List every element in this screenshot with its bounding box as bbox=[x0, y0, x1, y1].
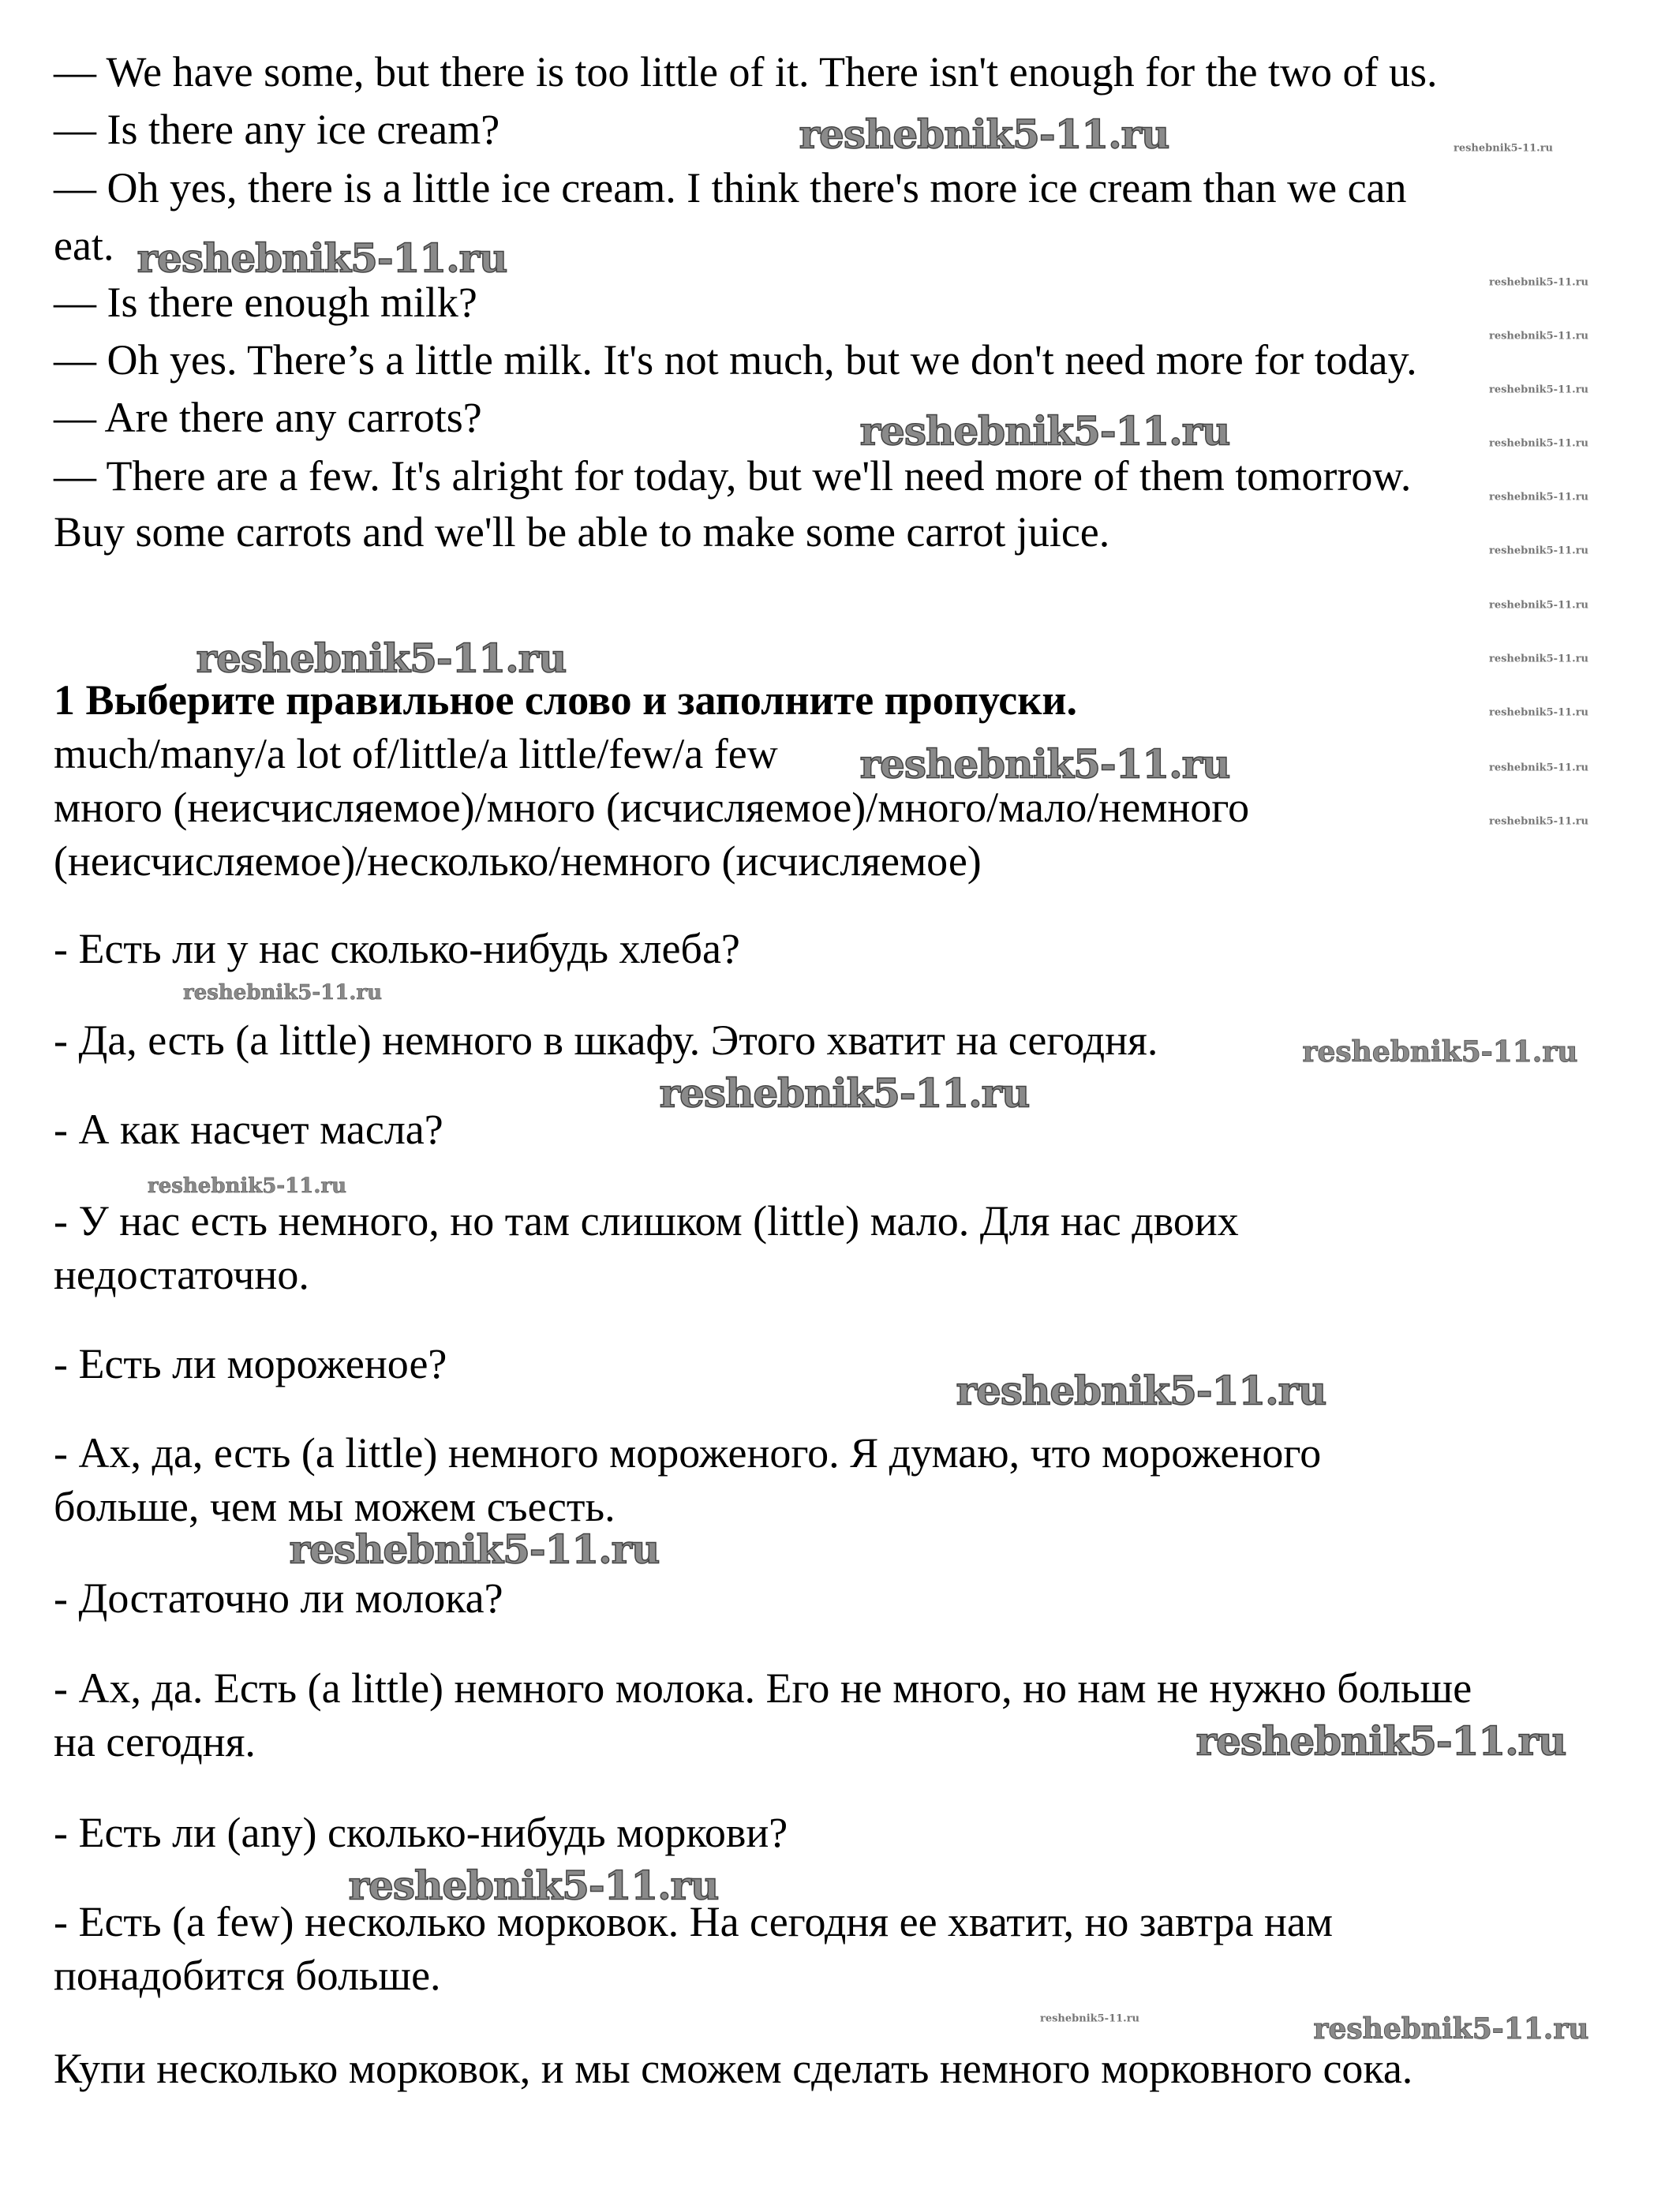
watermark: reshebnik5-11.ru bbox=[1488, 437, 1589, 450]
text-line: - Ах, да, есть (a little) немного мороженого. Я думаю, что мороженого bbox=[54, 1429, 1322, 1477]
watermark: reshebnik5-11.ru bbox=[956, 1367, 1326, 1414]
text-line: недостаточно. bbox=[54, 1251, 309, 1298]
watermark: reshebnik5-11.ru bbox=[348, 1862, 719, 1909]
text-line: — Oh yes, there is a little ice cream. I think there's more ice cream than we can bbox=[54, 164, 1407, 212]
text-line: - Есть ли (any) сколько-нибудь моркови? bbox=[54, 1809, 788, 1856]
text-line: - Ах, да. Есть (a little) немного молока. Его не много, но нам не нужно больше bbox=[54, 1664, 1472, 1712]
watermark: reshebnik5-11.ru bbox=[182, 981, 383, 1005]
text-line: - Есть ли мороженое? bbox=[54, 1340, 447, 1387]
text-line: на сегодня. bbox=[54, 1718, 256, 1765]
watermark: reshebnik5-11.ru bbox=[1488, 599, 1589, 612]
watermark: reshebnik5-11.ru bbox=[1313, 2012, 1589, 2046]
watermark: reshebnik5-11.ru bbox=[1488, 330, 1589, 343]
watermark: reshebnik5-11.ru bbox=[859, 407, 1230, 455]
text-line: — Is there any ice cream? bbox=[54, 106, 500, 153]
text-line: - Есть (a few) несколько морковок. На сегодня ее хватит, но завтра нам bbox=[54, 1898, 1334, 1945]
watermark: reshebnik5-11.ru bbox=[1488, 762, 1589, 774]
text-line: больше, чем мы можем съесть. bbox=[54, 1483, 616, 1530]
watermark: reshebnik5-11.ru bbox=[196, 635, 567, 682]
text-line: — We have some, but there is too little of it. There isn't enough for the two of us. bbox=[54, 48, 1438, 95]
watermark: reshebnik5-11.ru bbox=[1302, 1035, 1578, 1069]
watermark: reshebnik5-11.ru bbox=[1488, 384, 1589, 396]
text-line: понадобится больше. bbox=[54, 1952, 441, 1999]
word-translation: (неисчисляемое)/несколько/немного (исчисляемое) bbox=[54, 837, 982, 885]
watermark: reshebnik5-11.ru bbox=[137, 234, 507, 282]
watermark: reshebnik5-11.ru bbox=[799, 110, 1169, 158]
watermark: reshebnik5-11.ru bbox=[147, 1174, 347, 1198]
text-line: - Да, есть (a little) немного в шкафу. Этого хватит на сегодня. bbox=[54, 1016, 1158, 1064]
word-list: much/many/a lot of/little/a little/few/a few bbox=[54, 730, 778, 777]
watermark: reshebnik5-11.ru bbox=[1488, 545, 1589, 557]
text-line: — There are a few. It's alright for today, but we'll need more of them tomorrow. bbox=[54, 452, 1412, 500]
text-line: - А как насчет масла? bbox=[54, 1106, 443, 1153]
word-translation: много (неисчисляемое)/много (исчисляемое)/много/мало/немного bbox=[54, 784, 1250, 831]
watermark: reshebnik5-11.ru bbox=[659, 1069, 1030, 1117]
text-line: — Is there enough milk? bbox=[54, 279, 477, 326]
text-line: Buy some carrots and we'll be able to make some carrot juice. bbox=[54, 508, 1110, 556]
watermark: reshebnik5-11.ru bbox=[1488, 491, 1589, 504]
watermark: reshebnik5-11.ru bbox=[1488, 706, 1589, 719]
text-line: — Oh yes. There’s a little milk. It's not much, but we don't need more for today. bbox=[54, 336, 1417, 384]
text-line: Купи несколько морковок, и мы сможем сделать немного морковного сока. bbox=[54, 2045, 1413, 2092]
text-line: - Достаточно ли молока? bbox=[54, 1574, 503, 1622]
watermark: reshebnik5-11.ru bbox=[1488, 653, 1589, 665]
exercise-heading: 1 Выберите правильное слово и заполните пропуски. bbox=[54, 676, 1077, 724]
watermark: reshebnik5-11.ru bbox=[1039, 2012, 1140, 2025]
watermark: reshebnik5-11.ru bbox=[1453, 142, 1554, 155]
text-line: - Есть ли у нас сколько-нибудь хлеба? bbox=[54, 925, 740, 972]
watermark: reshebnik5-11.ru bbox=[1195, 1717, 1566, 1765]
text-line: — Are there any carrots? bbox=[54, 394, 482, 441]
watermark: reshebnik5-11.ru bbox=[289, 1526, 660, 1573]
text-line: eat. bbox=[54, 222, 114, 269]
watermark: reshebnik5-11.ru bbox=[859, 740, 1230, 788]
watermark: reshebnik5-11.ru bbox=[1488, 276, 1589, 289]
text-line: - У нас есть немного, но там слишком (little) мало. Для нас двоих bbox=[54, 1197, 1239, 1245]
watermark: reshebnik5-11.ru bbox=[1488, 815, 1589, 828]
